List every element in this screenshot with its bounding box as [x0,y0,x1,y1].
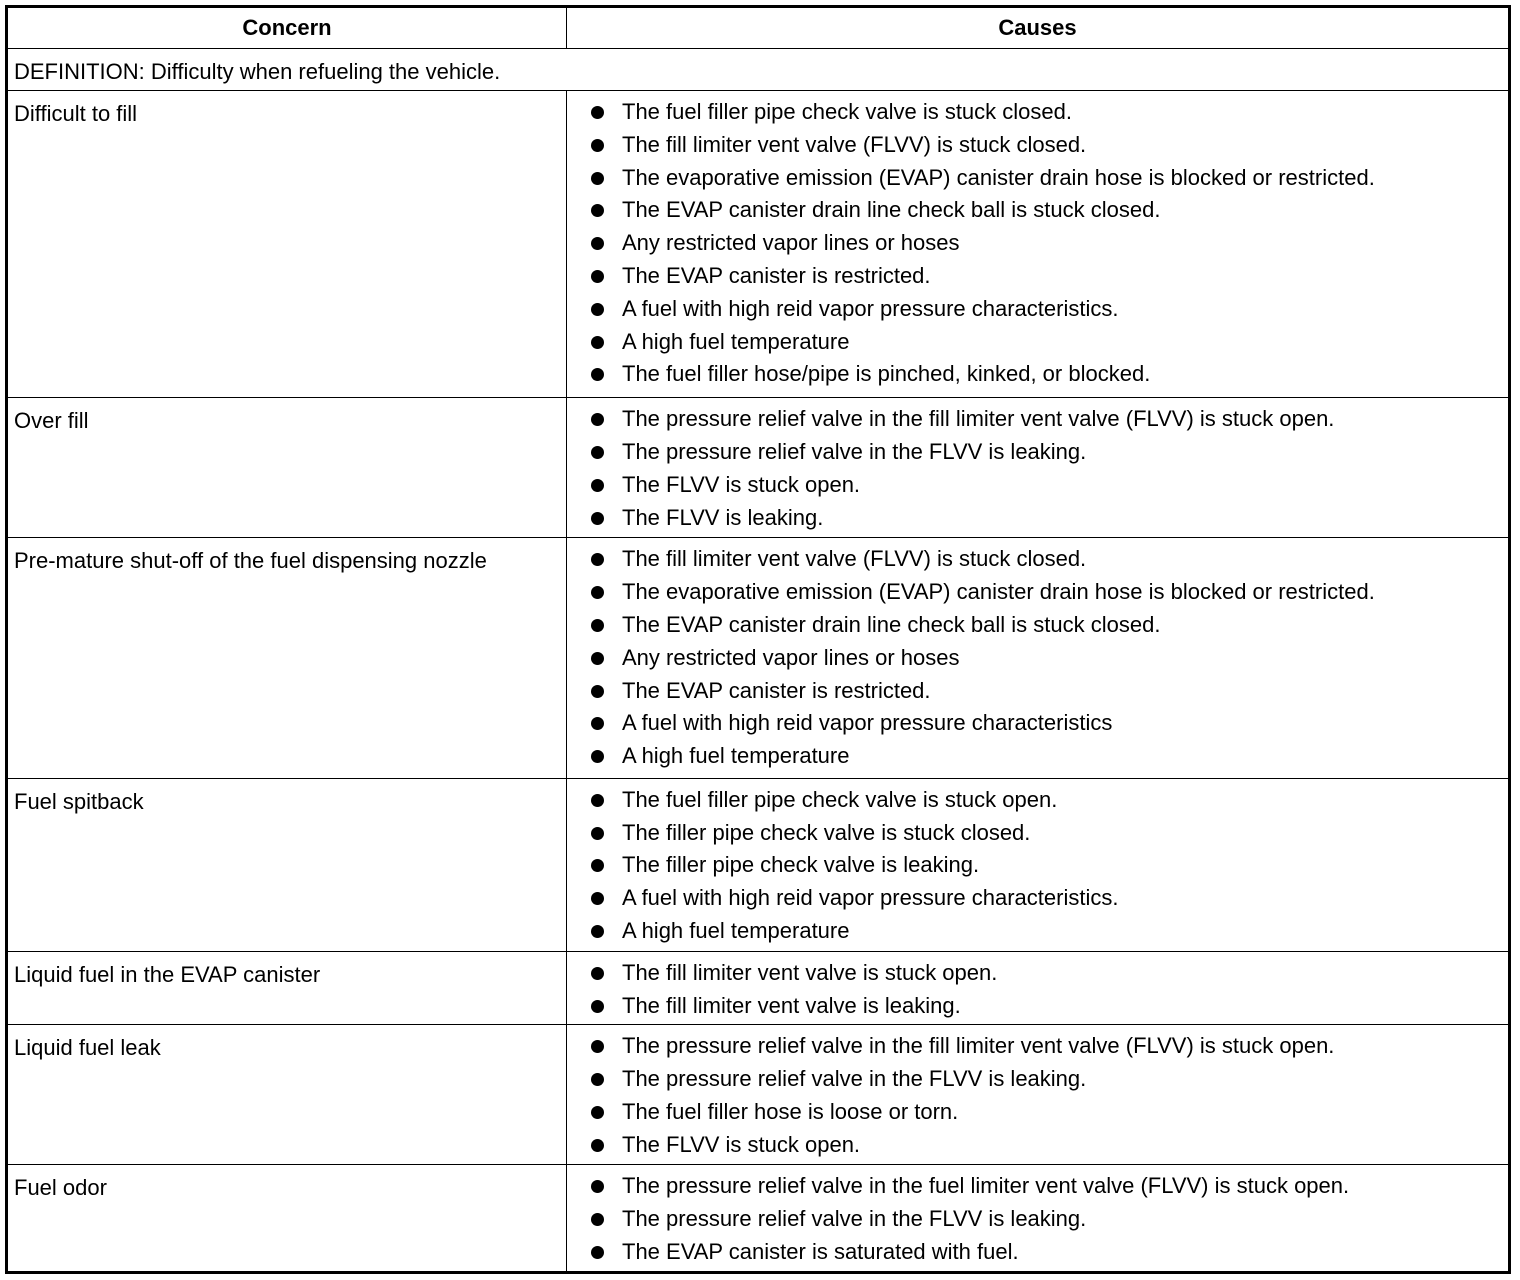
cause-item [567,849,1508,882]
bullet-icon [591,172,604,185]
cause-item [567,609,1508,642]
causes-cell [567,778,1510,951]
causes-list [567,403,1508,534]
cause-text: The EVAP canister drain line check ball is stuck closed. [622,611,1161,637]
bullet-icon [591,336,604,349]
cause-text: The fuel filler pipe check valve is stuck open. [622,786,1058,812]
causes-cell [567,1025,1510,1165]
cause-text: The EVAP canister drain line check ball is stuck closed. [622,197,1161,223]
causes-list [567,957,1508,1023]
causes-cell [567,538,1510,778]
cause-text: The pressure relief valve in the fill limiter vent valve (FLVV) is stuck open. [622,1033,1335,1059]
cause-item [567,1063,1508,1096]
cause-text: The pressure relief valve in the FLVV is leaking. [622,439,1087,465]
cause-item [567,1129,1508,1162]
causes-cell [567,1165,1510,1273]
bullet-icon [591,1106,604,1119]
cause-text: The fuel filler hose is loose or torn. [622,1098,959,1124]
cause-item [567,1170,1508,1203]
cause-text: The FLVV is leaking. [622,504,824,530]
bullet-icon [591,750,604,763]
cause-item [567,227,1508,260]
cause-text: The pressure relief valve in the FLVV is leaking. [622,1206,1087,1232]
cause-text: The FLVV is stuck open. [622,1131,861,1157]
concern-cell: Fuel spitback [7,778,567,951]
cause-text: Any restricted vapor lines or hoses [622,230,960,256]
causes-cell [567,398,1510,538]
table-row [7,1025,1510,1165]
bullet-icon [591,1246,604,1259]
bullet-icon [591,892,604,905]
concern-cell: Pre-mature shut-off of the fuel dispensing nozzle [7,538,567,778]
cause-text: The fill limiter vent valve is stuck open. [622,960,998,986]
diagnostic-table [5,5,1511,1274]
cause-text: The filler pipe check valve is leaking. [622,852,980,878]
cause-item [567,957,1508,990]
cause-item [567,162,1508,195]
cause-item [567,129,1508,162]
cause-text: The EVAP canister is restricted. [622,262,931,288]
bullet-icon [591,106,604,119]
table-row [7,778,1510,951]
cause-text: The fuel filler hose/pipe is pinched, kinked, or blocked. [622,361,1151,387]
bullet-icon [591,413,604,426]
bullet-icon [591,619,604,632]
bullet-icon [591,479,604,492]
causes-list [567,96,1508,391]
cause-item [567,194,1508,227]
definition-text: DEFINITION: Difficulty when refueling the vehicle. [7,49,1510,91]
cause-item [567,326,1508,359]
bullet-icon [591,270,604,283]
cause-text: A fuel with high reid vapor pressure characteristics. [622,295,1119,321]
cause-text: The fuel filler pipe check valve is stuck closed. [622,99,1072,124]
table-row [7,538,1510,778]
cause-text: A high fuel temperature [622,918,850,944]
cause-item [567,642,1508,675]
cause-item [567,543,1508,576]
bullet-icon [591,586,604,599]
cause-text: The EVAP canister is restricted. [622,677,931,703]
cause-text: Any restricted vapor lines or hoses [622,644,960,670]
cause-text: The evaporative emission (EVAP) canister drain hose is blocked or restricted. [622,579,1375,605]
cause-item [567,1030,1508,1063]
bullet-icon [591,794,604,807]
cause-text: The filler pipe check valve is stuck closed. [622,819,1031,845]
cause-item [567,784,1508,817]
concern-cell: Over fill [7,398,567,538]
bullet-icon [591,1000,604,1013]
concern-cell: Fuel odor [7,1165,567,1273]
table-row [7,398,1510,538]
cause-item [567,358,1508,391]
cause-item [567,1236,1508,1269]
bullet-icon [591,827,604,840]
cause-text: The fill limiter vent valve (FLVV) is stuck closed. [622,546,1087,572]
cause-text: A fuel with high reid vapor pressure characteristics. [622,885,1119,911]
cause-text: The pressure relief valve in the fill limiter vent valve (FLVV) is stuck open. [622,406,1335,432]
bullet-icon [591,1180,604,1193]
cause-text: The EVAP canister is saturated with fuel. [622,1238,1019,1264]
cause-item [567,707,1508,740]
cause-item [567,293,1508,326]
cause-item [567,915,1508,948]
table-row [7,952,1510,1025]
bullet-icon [591,717,604,730]
cause-item [567,403,1508,436]
causes-cell [567,91,1510,398]
bullet-icon [591,139,604,152]
cause-text: The pressure relief valve in the FLVV is leaking. [622,1066,1087,1092]
table-row [7,1165,1510,1273]
cause-item [567,96,1508,129]
cause-text: The fill limiter vent valve is leaking. [622,993,961,1019]
bullet-icon [591,237,604,250]
cause-item [567,502,1508,535]
bullet-icon [591,512,604,525]
causes-list [567,1030,1508,1161]
cause-text: The pressure relief valve in the fuel limiter vent valve (FLVV) is stuck open. [622,1173,1350,1199]
bullet-icon [591,967,604,980]
cause-item [567,675,1508,708]
cause-text: The evaporative emission (EVAP) canister drain hose is blocked or restricted. [622,164,1375,190]
cause-item [567,882,1508,915]
concern-cell: Liquid fuel leak [7,1025,567,1165]
causes-list [567,543,1508,773]
concern-cell: Difficult to fill [7,91,567,398]
cause-item [567,260,1508,293]
bullet-icon [591,303,604,316]
cause-text: A fuel with high reid vapor pressure characteristics [622,710,1113,736]
bullet-icon [591,1073,604,1086]
cause-item [567,576,1508,609]
bullet-icon [591,446,604,459]
causes-cell [567,952,1510,1025]
bullet-icon [591,925,604,938]
header-causes: Causes [567,7,1510,49]
bullet-icon [591,652,604,665]
cause-text: The fill limiter vent valve (FLVV) is stuck closed. [622,131,1087,157]
bullet-icon [591,204,604,217]
cause-item [567,436,1508,469]
concern-cell: Liquid fuel in the EVAP canister [7,952,567,1025]
header-row [7,7,1510,49]
cause-item [567,817,1508,850]
cause-text: A high fuel temperature [622,743,850,769]
bullet-icon [591,553,604,566]
cause-item [567,1203,1508,1236]
bullet-icon [591,1139,604,1152]
causes-list [567,784,1508,948]
causes-list [567,1170,1508,1268]
definition-row [7,49,1510,91]
cause-item [567,740,1508,773]
bullet-icon [591,1213,604,1226]
bullet-icon [591,1040,604,1053]
cause-item [567,990,1508,1023]
header-concern: Concern [7,7,567,49]
cause-item [567,469,1508,502]
bullet-icon [591,685,604,698]
bullet-icon [591,859,604,872]
bullet-icon [591,368,604,381]
table-row [7,91,1510,398]
cause-text: The FLVV is stuck open. [622,471,861,497]
cause-item [567,1096,1508,1129]
cause-text: A high fuel temperature [622,328,850,354]
